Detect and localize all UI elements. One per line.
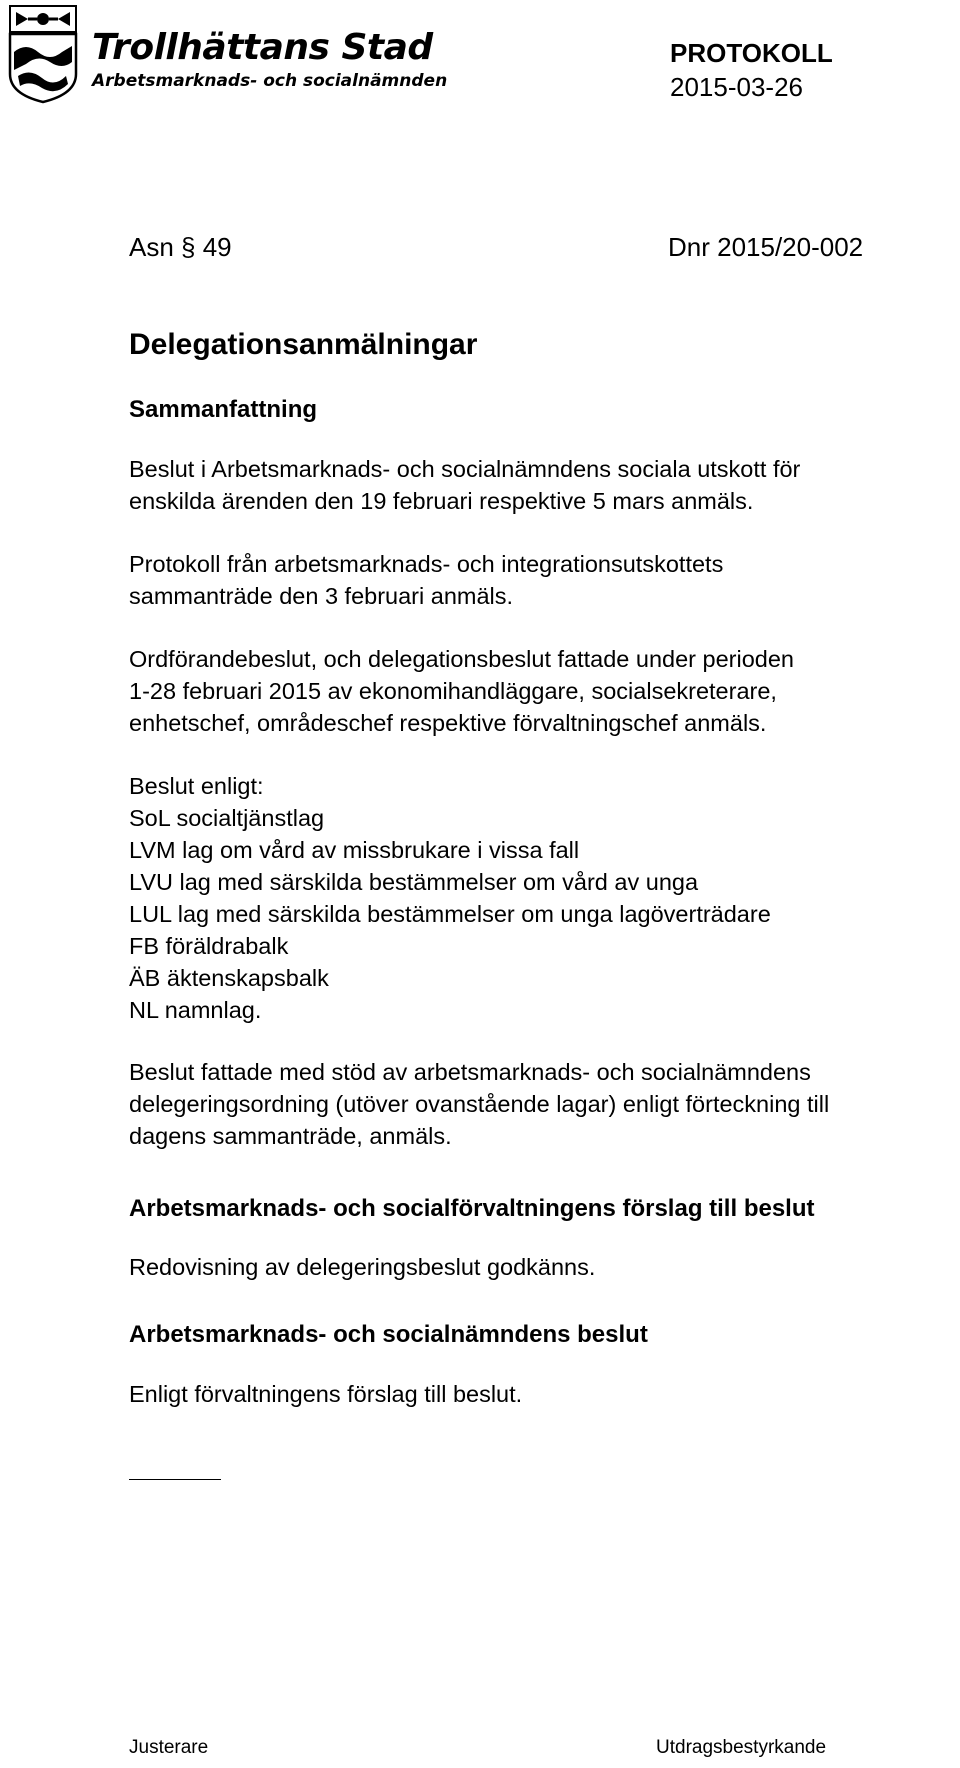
city-coat-of-arms-logo xyxy=(6,4,80,104)
paragraph-2 xyxy=(129,548,949,612)
decision-heading: Arbetsmarknads- och socialnämndens beslut xyxy=(129,1321,648,1348)
proposal-text xyxy=(129,1251,949,1283)
paragraph-line: Beslut fattade med stöd av arbetsmarknads- och socialnämndens xyxy=(129,1059,811,1085)
paragraph-line: Redovisning av delegeringsbeslut godkänns. xyxy=(129,1254,596,1280)
paragraph-line: enskilda ärenden den 19 februari respektive 5 mars anmäls. xyxy=(129,488,754,514)
diary-number: Dnr 2015/20-002 xyxy=(668,232,864,262)
paragraph-line: enhetschef, områdeschef respektive förvaltningschef anmäls. xyxy=(129,710,767,736)
law-list-item: LVM lag om vård av missbrukare i vissa fall xyxy=(129,837,580,863)
paragraph-line: Beslut i Arbetsmarknads- och socialnämndens sociala utskott för xyxy=(129,456,801,482)
document-type: PROTOKOLL xyxy=(670,38,833,68)
proposal-heading: Arbetsmarknads- och socialförvaltningens förslag till beslut xyxy=(129,1195,815,1222)
decision-text xyxy=(129,1378,949,1410)
law-list-item: Beslut enligt: xyxy=(129,773,264,799)
paragraph-1 xyxy=(129,453,949,517)
organization-name: Trollhättans Stad xyxy=(92,27,433,68)
law-list-item: NL namnlag. xyxy=(129,997,262,1023)
law-list-item: ÄB äktenskapsbalk xyxy=(129,965,329,991)
page-title: Delegationsanmälningar xyxy=(129,328,478,361)
law-list-item: FB föräldrabalk xyxy=(129,933,289,959)
footer-justerare: Justerare xyxy=(129,1737,209,1758)
paragraph-line: delegeringsordning (utöver ovanstående lagar) enligt förteckning till xyxy=(129,1091,830,1117)
document-date: 2015-03-26 xyxy=(670,72,803,102)
law-list-item: LUL lag med särskilda bestämmelser om unga lagöverträdare xyxy=(129,901,771,927)
paragraph-5 xyxy=(129,1056,949,1152)
paragraph-line: sammanträde den 3 februari anmäls. xyxy=(129,583,514,609)
section-number: Asn § 49 xyxy=(129,232,232,262)
end-separator-line xyxy=(129,1479,221,1480)
paragraph-3 xyxy=(129,643,949,739)
organization-committee: Arbetsmarknads- och socialnämnden xyxy=(92,71,448,91)
paragraph-law-list xyxy=(129,770,949,1026)
paragraph-line: dagens sammanträde, anmäls. xyxy=(129,1123,452,1149)
coat-of-arms-icon xyxy=(6,4,80,104)
summary-heading: Sammanfattning xyxy=(129,396,318,423)
law-list-item: SoL socialtjänstlag xyxy=(129,805,325,831)
paragraph-line: Protokoll från arbetsmarknads- och integrationsutskottets xyxy=(129,551,724,577)
paragraph-line: Ordförandebeslut, och delegationsbeslut fattade under perioden xyxy=(129,646,794,672)
paragraph-line: 1-28 februari 2015 av ekonomihandläggare, socialsekreterare, xyxy=(129,678,777,704)
footer-utdragsbestyrkande: Utdragsbestyrkande xyxy=(656,1737,827,1758)
paragraph-line: Enligt förvaltningens förslag till beslut. xyxy=(129,1381,523,1407)
law-list-item: LVU lag med särskilda bestämmelser om vård av unga xyxy=(129,869,699,895)
